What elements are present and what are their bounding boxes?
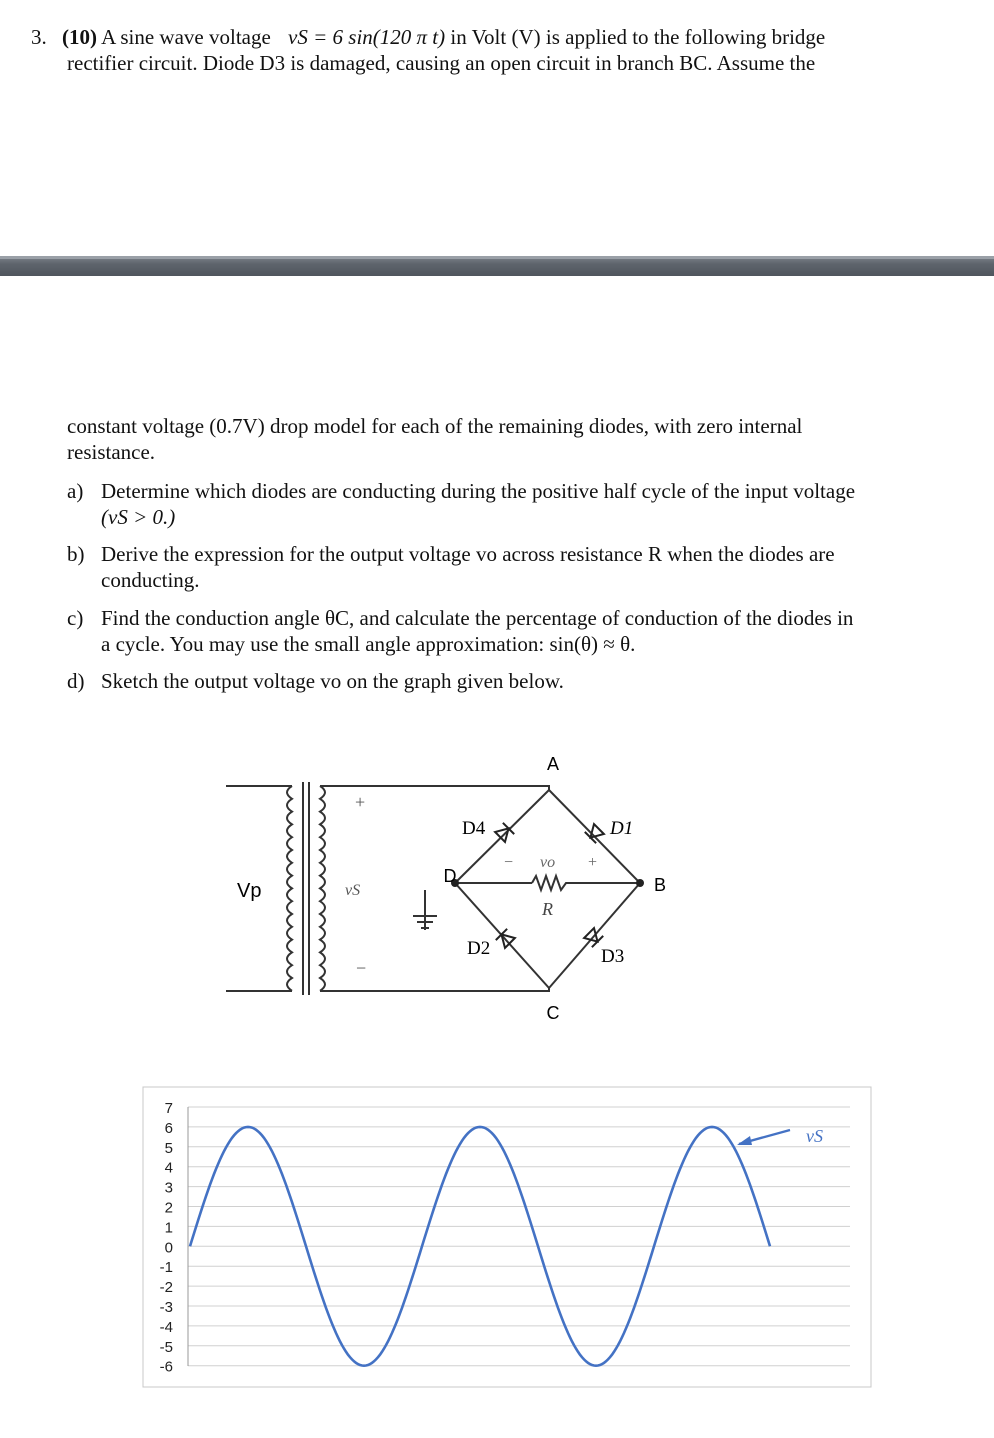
branch-bc <box>549 883 640 988</box>
chart-frame <box>143 1087 871 1387</box>
question-c-line1: Find the conduction angle θC, and calculate the percentage of conduction of the diodes in <box>101 606 854 630</box>
diode-d1-symbol <box>585 823 605 843</box>
node-c-label: C <box>546 1003 560 1023</box>
y-tick-label: 2 <box>164 1199 173 1217</box>
problem-line-1 <box>31 24 825 50</box>
diode-d3-label: D3 <box>601 946 625 967</box>
node-d-label: D <box>443 866 457 886</box>
question-c-label: c) <box>67 606 84 630</box>
problem-line-3: constant voltage (0.7V) drop model for each of the remaining diodes, with zero internal <box>67 414 803 438</box>
y-tick-label: -6 <box>159 1358 173 1376</box>
vs-annotation-label: vS <box>806 1126 823 1146</box>
y-tick-label: -1 <box>159 1259 173 1277</box>
question-a-line1: Determine which diodes are conducting during the positive half cycle of the input voltage <box>101 479 856 503</box>
resistor-r-label: R <box>542 899 553 919</box>
vs-label: vS <box>345 882 361 899</box>
vp-label: Vp <box>237 880 262 902</box>
diode-d4-symbol <box>494 823 514 843</box>
problem-line1-post: in Volt (V) is applied to the following bridge <box>450 25 826 49</box>
problem-line-2: rectifier circuit. Diode D3 is damaged, causing an open circuit in branch BC. Assume the <box>67 51 816 75</box>
question-b-line2: conducting. <box>101 568 200 592</box>
question-b-line1: Derive the expression for the output voltage vo across resistance R when the diodes are <box>101 542 835 566</box>
question-d-line1: Sketch the output voltage vo on the graph given below. <box>101 669 564 693</box>
question-b-label: b) <box>67 542 85 566</box>
diode-d2-label: D2 <box>467 938 491 959</box>
y-tick-label: -4 <box>159 1318 173 1336</box>
problem-number: 3. <box>31 25 47 49</box>
bridge-rectifier-circuit <box>0 740 994 1030</box>
vs-minus-sign: − <box>356 958 367 978</box>
question-d-label: d) <box>67 669 85 693</box>
secondary-coil <box>320 786 325 991</box>
node-b-dot <box>636 879 644 887</box>
vo-plus-sign: + <box>588 854 598 871</box>
y-tick-label: 3 <box>164 1179 173 1197</box>
y-tick-label: -5 <box>159 1338 173 1356</box>
node-b-label: B <box>653 875 667 895</box>
vo-minus-sign: − <box>504 854 514 871</box>
resistor-r <box>532 876 640 890</box>
y-tick-label: 4 <box>164 1159 173 1177</box>
node-a-label: A <box>546 754 560 774</box>
problem-points: (10) <box>62 25 97 49</box>
secondary-top-wire <box>320 786 549 790</box>
question-a-line2: (vS > 0.) <box>101 505 176 529</box>
y-tick-label: -2 <box>159 1279 173 1297</box>
problem-line-4: resistance. <box>67 440 156 464</box>
diode-d4-label: D4 <box>462 818 486 839</box>
page-divider <box>0 256 994 276</box>
diode-d1-label: D1 <box>610 818 634 839</box>
question-a-label: a) <box>67 479 84 503</box>
sine-wave-chart <box>0 1080 994 1400</box>
y-tick-label: -3 <box>159 1299 173 1316</box>
vs-plus-sign: + <box>355 792 366 812</box>
primary-coil <box>287 786 292 991</box>
problem-equation: vS = 6 sin(120 π t) <box>288 25 446 49</box>
y-tick-label: 5 <box>164 1139 173 1157</box>
vo-label: vo <box>540 854 556 871</box>
problem-line1-pre: A sine wave voltage <box>101 25 271 49</box>
y-tick-label: 0 <box>164 1239 173 1257</box>
y-tick-label: 1 <box>164 1219 173 1237</box>
y-tick-label: 7 <box>164 1100 173 1117</box>
page-divider-highlight <box>0 256 994 259</box>
y-tick-label: 6 <box>164 1119 173 1137</box>
question-c-line2: a cycle. You may use the small angle approximation: sin(θ) ≈ θ. <box>101 632 636 656</box>
secondary-bottom-wire <box>320 988 549 991</box>
